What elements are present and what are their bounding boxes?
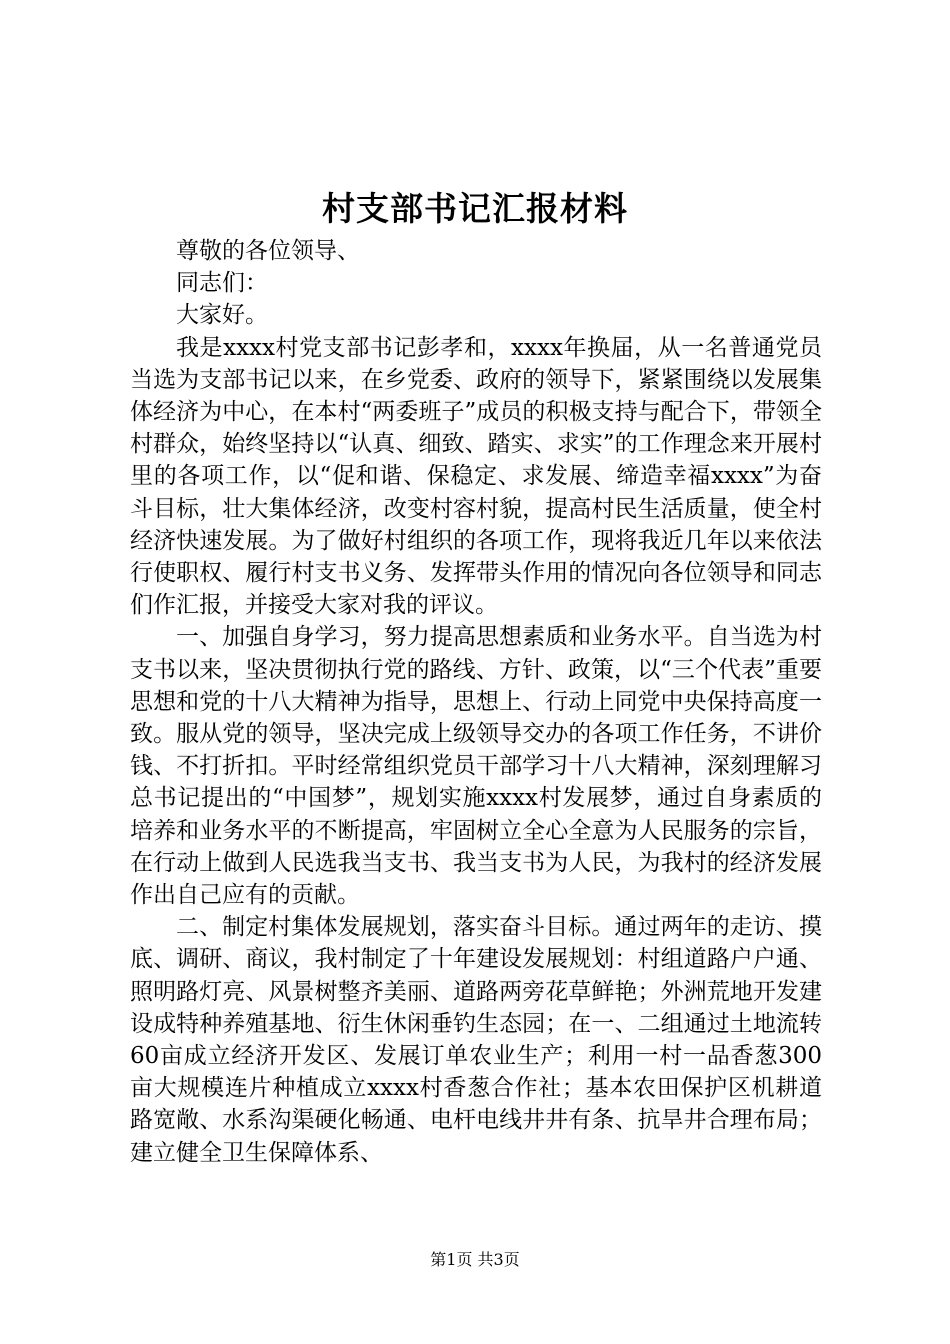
section-two-paragraph: 二、制定村集体发展规划，落实奋斗目标。通过两年的走访、摸底、调研、商议，我村制定了十年建设发展规划：村组道路户户通、照明路灯亮、风景树整齐美丽、道路两旁花草鲜艳；外洲荒地开发建设成特种养殖基地、衍生休闲垂钓生态园；在一、二组通过土地流转60亩成立经济开发区、发展订单农业生产；利用一村一品香葱300亩大规模连片种植成立xxxx村香葱合作社；基本农田保护区机耕道路宽敞、水系沟渠硬化畅通、电杆电线井井有条、抗旱井合理布局；建立健全卫生保障体系、 [130,914,822,1166]
salutation-line-1: 尊敬的各位领导、 [176,238,360,264]
document-body [130,235,822,1169]
section-one-paragraph: 一、加强自身学习，努力提高思想素质和业务水平。自当选为村支书以来，坚决贯彻执行党的路线、方针、政策，以“三个代表”重要思想和党的十八大精神为指导，思想上、行动上同党中央保持高度一致。服从党的领导，坚决完成上级领导交办的各项工作任务，不讲价钱、不打折扣。平时经常组织党员干部学习十八大精神，深刻理解习总书记提出的“中国梦”，规划实施xxxx村发展梦，通过自身素质的培养和业务水平的不断提高，牢固树立全心全意为人民服务的宗旨，在行动上做到人民选我当支书、我当支书为人民，为我村的经济发展作出自己应有的贡献。 [130,624,822,909]
page-number-footer: 第1页 共3页 [430,1250,520,1269]
document-title: 村支部书记汇报材料 [322,189,628,228]
salutation-line-2: 同志们： [176,270,268,297]
intro-paragraph: 我是xxxx村党支部书记彭孝和，xxxx年换届，从一名普通党员当选为支部书记以来，在乡党委、政府的领导下，紧紧围绕以发展集体经济为中心，在本村“两委班子”成员的积极支持与配合下，带领全村群众，始终坚持以“认真、细致、踏实、求实”的工作理念来开展村里的各项工作，以“促和谐、保稳定、求发展、缔造幸福xxxx”为奋斗目标，壮大集体经济，改变村容村貌，提高村民生活质量，使全村经济快速发展。为了做好村组织的各项工作，现将我近几年以来依法行使职权、履行村支书义务、发挥带头作用的情况向各位领导和同志们作汇报，并接受大家对我的评议。 [130,334,822,619]
greeting-line: 大家好。 [176,302,268,329]
